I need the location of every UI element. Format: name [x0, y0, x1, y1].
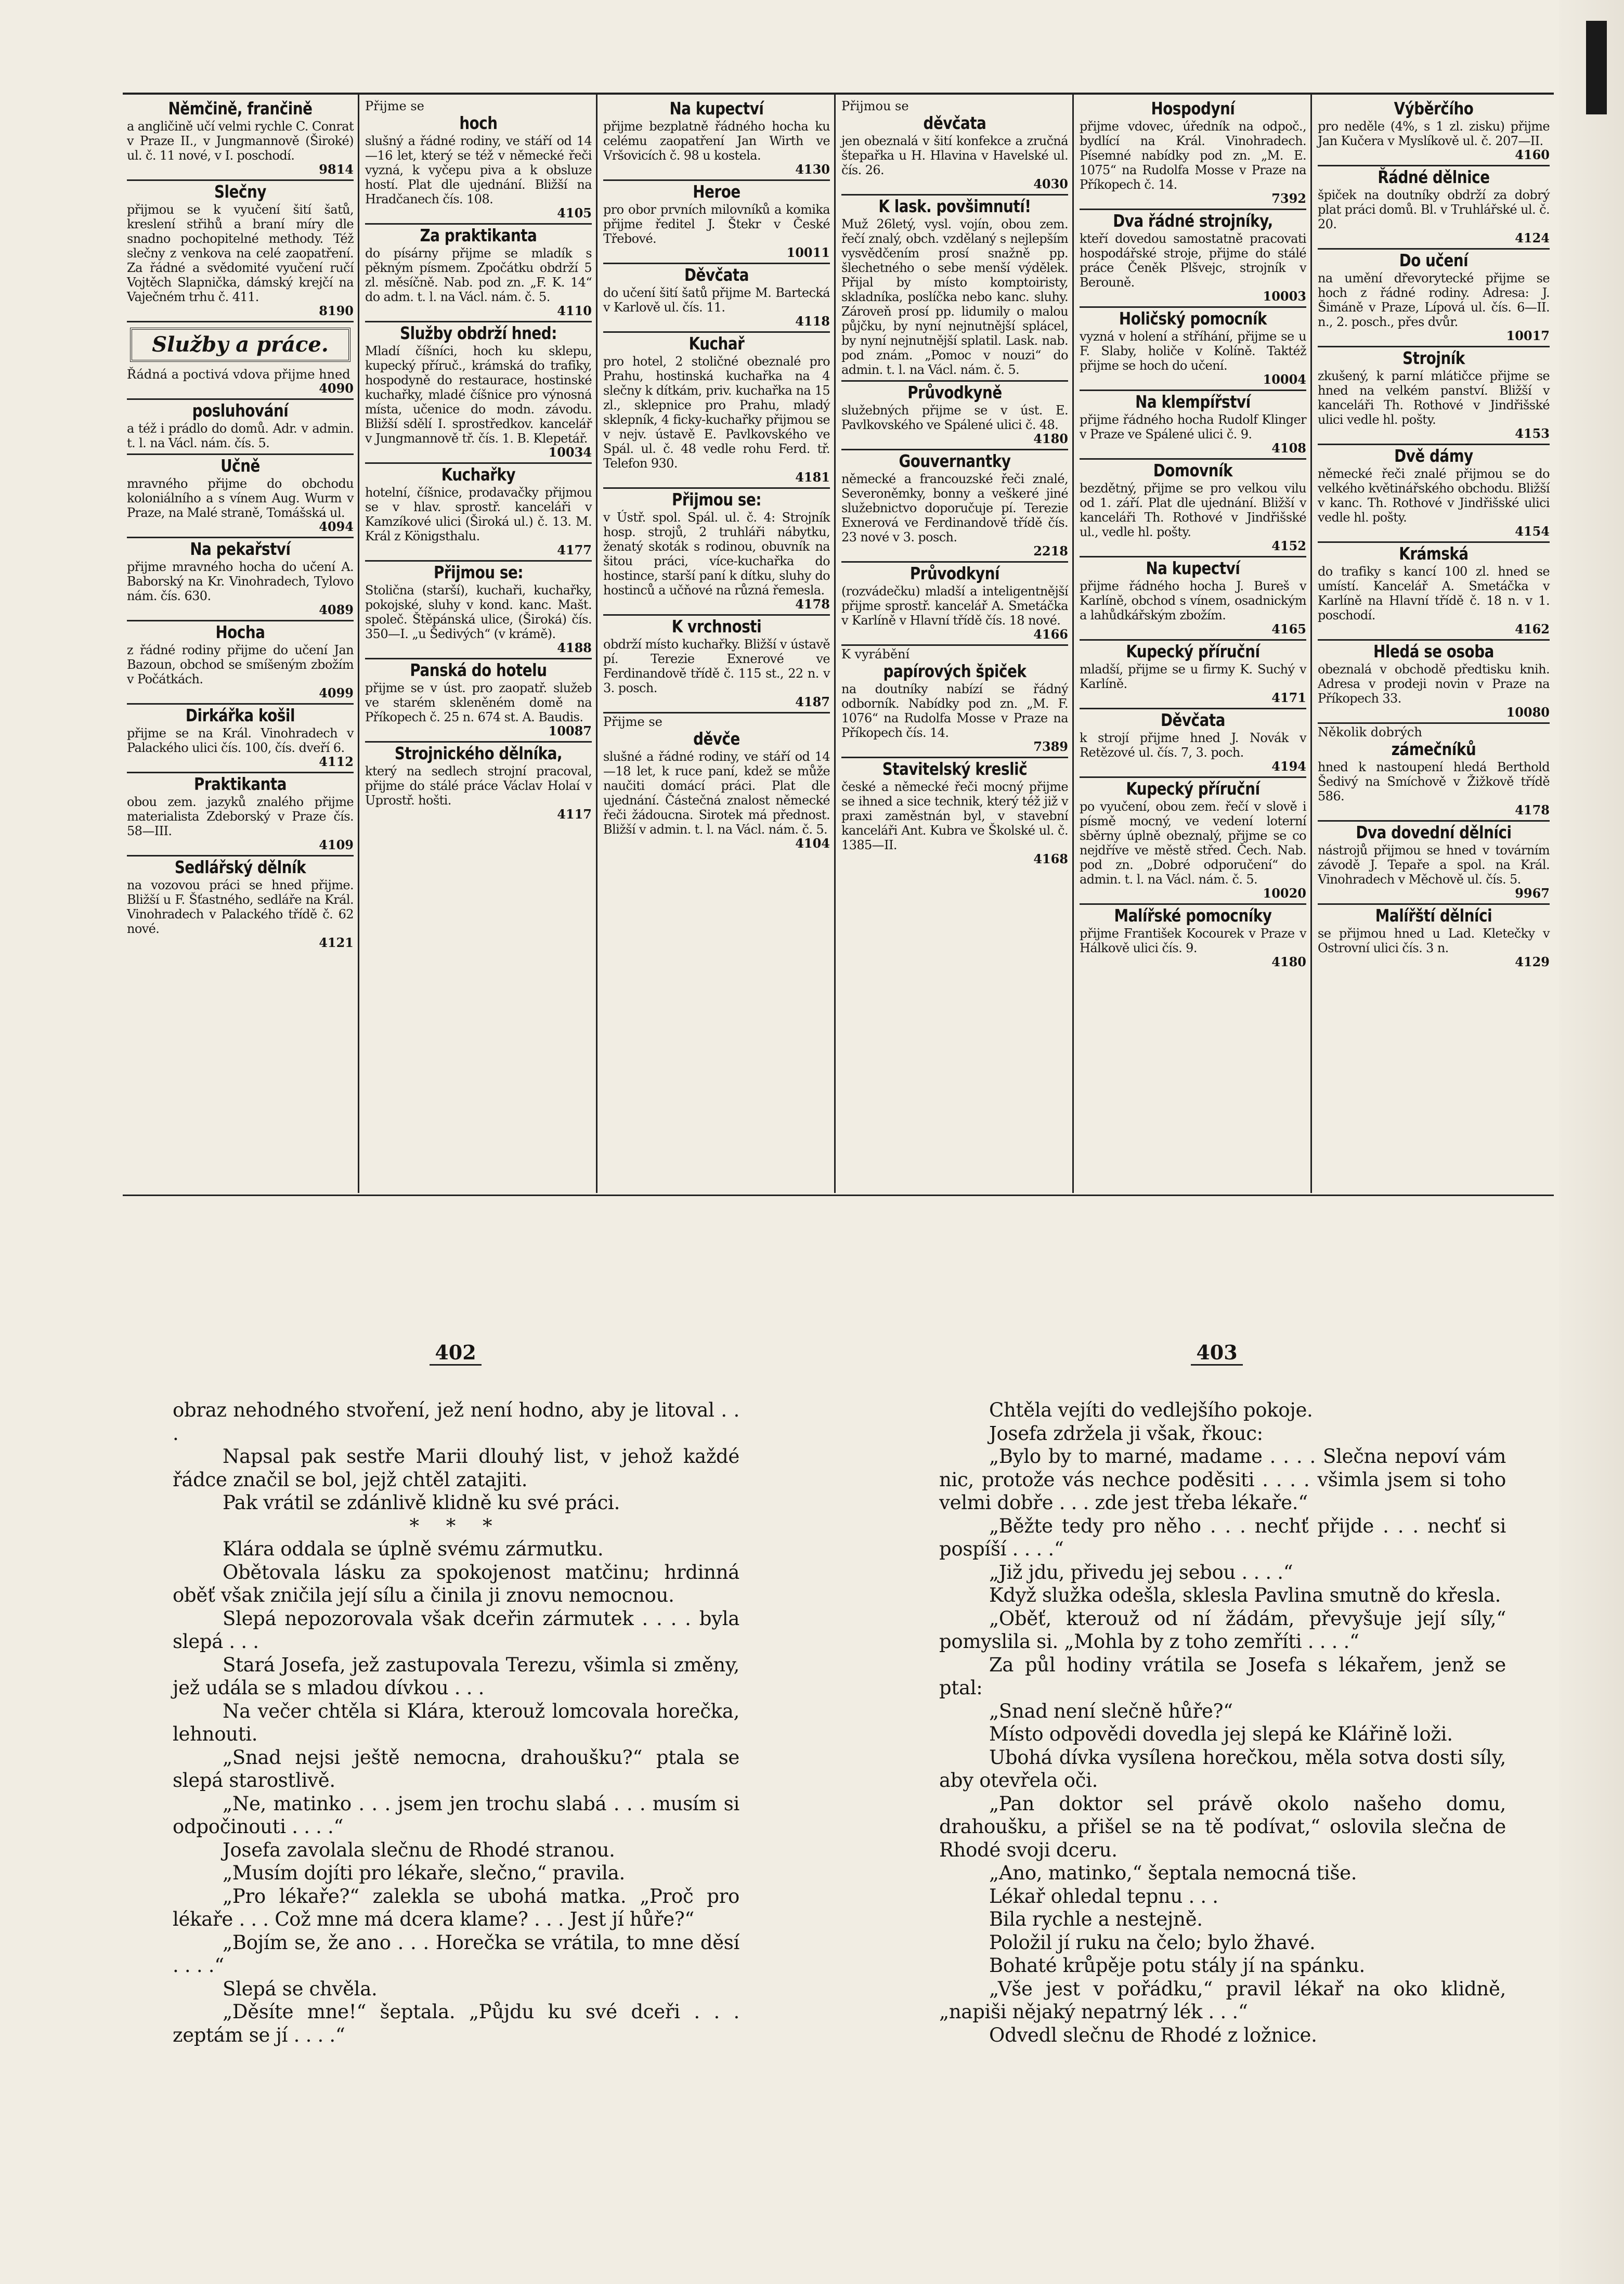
ad-title: Kupecký příruční [1126, 641, 1260, 661]
classified-ad [127, 366, 354, 400]
ad-title: posluhování [192, 400, 289, 421]
story-paragraph: „Oběť, kterouž od ní žádám, převyšuje její síly,“ pomyslila si. „Mohla by z toho zemříti . . . .“ [939, 1607, 1506, 1653]
classified-ad [1318, 250, 1550, 347]
ad-number: 4178 [795, 596, 830, 612]
ad-title: Na pekařství [190, 539, 291, 559]
ad-body: hotelní, číšnice, prodavačky přijmou se v hlav. sprostř. kanceláři v Kamzíkové ulici (Široká ul.) č. 13. M. Král z Königsthalu. [365, 485, 592, 543]
ad-number: 4154 [1515, 524, 1550, 539]
page-edge [1559, 0, 1624, 2284]
classified-ad [1318, 445, 1550, 543]
ad-lead: K vyrábění [841, 647, 910, 661]
story-paragraph: Slepá nepozorovala však dceřin zármutek . . . . byla slepá . . . [173, 1607, 739, 1653]
classified-ad [127, 621, 354, 705]
ad-title: Děvčata [684, 265, 749, 285]
ad-title: Slečny [214, 181, 266, 202]
ad-body: k strojí přijme hned J. Novák v Retězové ul. čís. 7, 3. poch. [1080, 731, 1306, 760]
classified-ad [841, 196, 1068, 382]
story-paragraph: Za půl hodiny vrátila se Josefa s lékařem, jenž se ptal: [939, 1653, 1506, 1699]
ad-body: zkušený, k parní mlátičce přijme se hned na velkém panství. Bližší v kanceláři Th. Rothové v Jindřišské ulici vedle hl. pošty. [1318, 369, 1550, 427]
story-paragraph: „Ne, matinko . . . jsem jen trochu slabá . . . musím si odpočinouti . . . .“ [173, 1792, 739, 1838]
ad-title: Strojnického dělníka, [394, 743, 563, 763]
ad-title: Řádné dělnice [1378, 167, 1490, 187]
classified-ad [603, 181, 830, 264]
ad-body: obou zem. jazyků znalého přijme materialista Zdeborský v Praze čís. 58—III. [127, 795, 354, 838]
story-paragraph: „Snad nejsi ještě nemocna, drahoušku?“ ptala se slepá starostlivě. [173, 1746, 739, 1792]
story-paragraph: Chtěla vejíti do vedlejšího pokoje. [989, 1399, 1313, 1421]
classified-ad [127, 538, 354, 621]
ad-body: pro hotel, 2 stoličné obeznalé pro Prahu, hostinská kuchařka na 4 slečny k dítkám, priv. kuchařka na 15 zl., sklepnice pro Prahu, mladý sklepník, 4 ficky-kuchařky přijmou se v nejv. ústavě E. Pavlkovského ve Spál. ul. č. 48 vedle rohu Ferd. tř. Telefon 930. [603, 354, 830, 471]
ad-body: přijme řádného hocha Rudolf Klinger v Praze ve Spálené ulici č. 9. [1080, 412, 1306, 442]
ad-body: na vozovou práci se hned přijme. Bližší u F. Šťastného, sedláře na Král. Vinohradech v Palackého třídě č. 62 nové. [127, 878, 354, 936]
ads-column-3 [599, 95, 836, 1193]
ad-title: Dvě dámy [1394, 446, 1473, 466]
ad-title: Hledá se osoba [1373, 641, 1494, 661]
ad-number: 4108 [1271, 440, 1306, 456]
story-paragraph: „Ano, matinko,“ šeptala nemocná tiše. [989, 1862, 1357, 1884]
ad-body: do učení šití šatů přijme M. Bartecká v Karlově ul. čís. 11. [603, 286, 830, 315]
story-paragraph: Napsal pak sestře Marii dlouhý list, v jehož každé řádce značil se bol, jejž chtěl zatajiti. [173, 1445, 739, 1491]
story-paragraph: Pak vrátil se zdánlivě klidně ku své práci. [223, 1491, 620, 1514]
ad-body: Mladí číšníci, hoch ku sklepu, kupecký příruč., krámská do trafiky, hospodyně do restaurace, hostinské kuchařky, mladé číšnice pro výnosná místa, učenice do modn. závodu. Bližší sdělí I. sprostředkov. kancelář v Jungmannově tř. čís. 1. B. Klepetář. [365, 344, 592, 446]
classified-ad [127, 98, 354, 181]
ad-body: německé a francouzské řeči znalé, Severoněmky, bonny a veškeré jiné služebnictvo doporučuje pí. Terezie Exnerová ve Ferdinandově třídě čís. 23 nové v 3. posch. [841, 472, 1068, 544]
ad-body: kteří dovedou samostatně pracovati hospodářské stroje, přijme do stálé práce Čeněk Plšvejc, strojník v Berouně. [1080, 231, 1306, 290]
section-separator: * * * [409, 1514, 503, 1537]
edge-mark [1586, 21, 1607, 114]
ad-title: Strojník [1402, 348, 1465, 368]
classified-ad [1080, 905, 1306, 972]
ad-body: mladší, přijme se u firmy K. Suchý v Karlíně. [1080, 662, 1306, 691]
story-paragraph: „Bylo by to marné, madame . . . . Slečna nepoví vám nic, protože vás nechce poděsiti . . . . všimla jsem si toho velmi dobře . . . zde jest třeba lékaře.“ [939, 1445, 1506, 1514]
ads-column-6 [1314, 95, 1554, 1193]
ad-number: 4181 [795, 470, 830, 485]
ad-title: Dva dovední dělníci [1356, 822, 1512, 842]
ad-number: 4160 [1515, 147, 1550, 162]
ad-number: 4089 [319, 602, 354, 617]
ad-body: pro obor prvních milovníků a komika přijme ředitel J. Štekr v České Třebové. [603, 202, 830, 246]
classified-ad [841, 450, 1068, 563]
ad-title: K vrchnosti [671, 616, 762, 637]
story-paragraph: „Bojím se, že ano . . . Horečka se vrátila, to mne děsí . . . .“ [173, 1931, 739, 1977]
ad-number: 4117 [557, 807, 592, 822]
ad-number: 4124 [1515, 230, 1550, 245]
classified-ad [1318, 166, 1550, 250]
story-paragraph: obraz nehodného stvoření, jež není hodno, aby je litoval . . . [173, 1399, 739, 1445]
story-paragraph: „Děsíte mne!“ šeptala. „Půjdu ku své dceři . . . zeptám se jí . . . .“ [173, 2001, 739, 2046]
ad-body: přijme se na Král. Vinohradech v Palackého ulici čís. 100, čís. dveří 6. [127, 726, 354, 755]
ad-title: Průvodkyní [910, 563, 1000, 583]
ad-number: 4180 [1033, 431, 1068, 446]
ad-number: 10003 [1263, 289, 1306, 304]
classified-ad [1080, 641, 1306, 709]
classified-ad [1318, 905, 1550, 972]
ad-title: hoch [459, 113, 498, 133]
ad-title: Přijmou se: [671, 489, 762, 510]
ad-number: 4162 [1515, 621, 1550, 637]
classified-ad [1080, 778, 1306, 905]
ad-lead: Několik dobrých [1318, 725, 1422, 739]
ad-body: vyzná v holení a stříhání, přijme se u F. Slaby, holiče v Kolíně. Taktéž přijme se hoch do učení. [1080, 329, 1306, 373]
ad-body: na doutníky nabízí se řádný odborník. Nabídky pod zn. „M. F. 1076“ na Rudolfa Mosse v Praze na Příkopech čís. 14. [841, 682, 1068, 740]
ads-column-4 [837, 95, 1074, 1193]
ad-number: 4109 [319, 837, 354, 852]
ad-title: Domovník [1153, 460, 1233, 481]
ad-title: Služby obdrží hned: [400, 323, 557, 343]
ad-body: jen obeznalá v šití konfekce a zručná štepařka u H. Hlavina v Havelské ul. čís. 26. [841, 134, 1068, 177]
ad-body: hned k nastoupení hledá Berthold Šedivý na Smíchově v Žižkově třídě 586. [1318, 760, 1550, 803]
ad-body: přijme mravného hocha do učení A. Baborský na Kr. Vinohradech, Tylovo nám. čís. 630. [127, 560, 354, 603]
classified-ad [127, 705, 354, 773]
story-paragraph: Položil jí ruku na čelo; bylo žhavé. [989, 1931, 1316, 1954]
story-paragraph: Na večer chtěla si Klára, kterouž lomcovala horečka, lehnouti. [173, 1699, 739, 1745]
ad-number: 4177 [557, 542, 592, 557]
ad-body: (rozvádečku) mladší a inteligentnější přijme sprostř. kancelář A. Smetáčka v Karlíně v Hlavní třídě čís. 18 nové. [841, 584, 1068, 628]
classified-ad [1318, 543, 1550, 641]
classified-ad [1080, 460, 1306, 557]
classified-ad [127, 400, 354, 455]
ad-lead: Přijme se [365, 99, 424, 113]
ad-number: 10034 [548, 445, 592, 460]
ad-body: přijmou se k vyučení šití šatů, kreslení střihů a braní míry dle snadno pochopitelné methody. Též slečny z venkova na celé zaopatření. Za řádné a svědomité vyučení ručí Vojtěch Slapnička, dámský krejčí na Vaječném trhu č. 411. [127, 202, 354, 304]
ad-title: Děvčata [1160, 710, 1226, 730]
ad-body: Muž 26letý, vysl. vojín, obou zem. řečí znalý, obch. vzdělaný s nejlepším vysvědčením prosí snažně pp. šlechetného o sebe menší výdělek. Přijal by místo komptoiristy, skladníka, poslíčka nebo kanc. sluhy. Zároveň prosí pp. lidumily o malou půjčku, by nyní nejnutnější splácel, by nyní nejnutnější splatil. Lask. nab. pod znám. „Pomoc v nouzi“ do admin. t. l. na Václ. nám. č. 5. [841, 217, 1068, 377]
ad-number: 4090 [319, 381, 354, 396]
ad-number: 4165 [1271, 621, 1306, 637]
classified-ad [841, 382, 1068, 450]
ad-title: Stavitelský kreslič [882, 759, 1028, 779]
page-number-left: 402 [404, 1341, 508, 1364]
classified-ad [127, 455, 354, 538]
ad-body: špiček na doutníky obdrží za dobrý plat práci domů. Bl. v Truhlářské ul. č. 20. [1318, 188, 1550, 231]
ad-body: přijme František Kocourek v Praze v Hálkově ulici čís. 9. [1080, 926, 1306, 955]
ad-title: Hospodyní [1151, 98, 1235, 119]
ad-body: a angličině učí velmi rychle C. Conrat v Praze II., v Jungmannově (Široké) ul. č. 11 nové, v I. poschodí. [127, 119, 354, 163]
ad-title: Kuchařky [441, 464, 516, 485]
story-paragraph: Místo odpovědi dovedla jej slepá ke Klářině loži. [989, 1723, 1453, 1745]
classified-ad [365, 98, 592, 225]
classified-ad [365, 322, 592, 464]
ad-number: 4180 [1271, 954, 1306, 969]
ad-body: se přijmou hned u Lad. Kletečky v Ostrovní ulici čís. 3 n. [1318, 926, 1550, 955]
ad-body: z řádné rodiny přijme do učení Jan Bazoun, obchod se smíšeným zbožím v Počátkách. [127, 643, 354, 686]
ad-title: Učně [220, 456, 260, 476]
ad-number: 4030 [1033, 176, 1068, 191]
ad-body: v Ústř. spol. Spál. ul. č. 4: Strojník hosp. strojů, 2 truhláři nábytku, ženatý skoták s rodinou, obuvník na šitou práci, více-kuchařka do hostince, starší paní k dítku, sluhy do hostinců a učňové na různá řemesla. [603, 510, 830, 598]
ad-body: nástrojů přijmou se hned v továrním závodě J. Tepaře a spol. na Král. Vinohradech v Měchově ul. čís. 5. [1318, 843, 1550, 887]
ad-number: 4105 [557, 205, 592, 220]
ad-number: 7392 [1271, 191, 1306, 206]
ad-title: děvče [693, 729, 740, 749]
story-paragraph: Slepá se chvěla. [223, 1977, 378, 2000]
ad-number: 4152 [1271, 538, 1306, 553]
story-paragraph: Ubohá dívka vysílena horečkou, měla sotva dosti síly, aby otevřela oči. [939, 1746, 1506, 1792]
ad-number: 4118 [795, 314, 830, 329]
ad-number: 7389 [1033, 739, 1068, 754]
ad-title: Heroe [693, 181, 740, 202]
story-paragraph: Bohaté krůpěje potu stály jí na spánku. [989, 1954, 1365, 1977]
section-heading: Služby a práce. [130, 328, 350, 362]
classified-ad [1318, 724, 1550, 822]
classified-ad [603, 489, 830, 616]
ad-body: pro neděle (4%, s 1 zl. zisku) přijme Jan Kučera v Myslíkově ul. č. 207—II. [1318, 119, 1550, 148]
ad-number: 10080 [1506, 705, 1550, 720]
classified-ad [127, 773, 354, 856]
classified-ad [603, 98, 830, 181]
ad-title: Kuchař [688, 333, 745, 354]
story-paragraph: „Snad není slečně hůře?“ [989, 1699, 1233, 1722]
classified-ad [1318, 347, 1550, 445]
story-text-right [939, 1399, 1506, 2047]
ad-body: přijme bezplatně řádného hocha ku celému zaopatření Jan Wirth ve Vršovicích č. 98 u kostela. [603, 119, 830, 163]
ad-number: 2218 [1033, 543, 1068, 559]
ad-title: Panská do hotelu [410, 660, 547, 680]
ad-body: slušné a řádné rodiny, ve stáří od 14—18 let, k ruce paní, kdež se může naučiti domácí práci. Plat dle ujednání. Částečná znalost německé řeči žádoucna. Sirotek má přednost. Bližší v admin. t. l. na Václ. nám. č. 5. [603, 749, 830, 837]
classified-ad [1080, 98, 1306, 210]
story-text-left [173, 1399, 739, 2047]
ad-number: 4112 [319, 754, 354, 769]
classified-ad [365, 659, 592, 743]
ad-title: Sedlářský dělník [174, 857, 306, 877]
story-paragraph: Klára oddala se úplně svému zármutku. [223, 1538, 604, 1560]
story-paragraph: „Pro lékaře?“ zalekla se ubohá matka. „Proč pro lékaře . . . Což mne má dcera klame? . . . Jest jí hůře?“ [173, 1885, 739, 1930]
ad-title: Malířské pomocníky [1114, 905, 1272, 926]
ad-body: který na sedlech strojní pracoval, přijme do stálé práce Václav Holaí v Uprostř. hošti. [365, 764, 592, 808]
ad-title: Gouvernantky [899, 451, 1011, 471]
ad-number: 4194 [1271, 759, 1306, 774]
ad-title: K lask. povšimnutí! [878, 196, 1031, 216]
ads-column-5 [1075, 95, 1312, 1193]
ads-column-2 [361, 95, 597, 1193]
ad-body: Stolična (starší), kuchaři, kuchařky, pokojské, sluhy v kond. kanc. Mašt. společ. Štěpánská ulice, (Široká) čís. 350—I. „u Šedivých“ (v krámě). [365, 583, 592, 641]
classified-ad [365, 562, 592, 659]
ad-number: 10004 [1263, 372, 1306, 387]
ad-title: Malířští dělníci [1375, 905, 1492, 926]
story-paragraph: Když služka odešla, sklesla Pavlina smutně do křesla. [989, 1584, 1501, 1606]
classified-ad [127, 856, 354, 953]
ad-body: služebných přijme se v úst. E. Pavlkovského ve Spálené ulici č. 48. [841, 403, 1068, 432]
classified-ad [127, 181, 354, 322]
ad-number: 4188 [557, 640, 592, 655]
story-paragraph: „Již jdu, přivedu jej sebou . . . .“ [989, 1561, 1293, 1584]
ad-number: 4178 [1515, 802, 1550, 817]
ad-title: Za praktikanta [420, 225, 537, 245]
classified-ad [603, 616, 830, 713]
story-paragraph: Lékař ohledal tepnu . . . [989, 1885, 1218, 1907]
ad-body: české a německé řeči mocný přijme se ihned a sice technik, který též již v praxi zaměstnán byl, v stavební kanceláři Ant. Kubra ve Školské ul. č. 1385—II. [841, 780, 1068, 852]
ad-lead: Přijmou se [841, 99, 909, 113]
classified-ad [1318, 641, 1550, 724]
ad-title: Holičský pomocník [1119, 308, 1267, 329]
ad-body: německé řeči znalé přijmou se do velkého květinářského obchodu. Bližší v kanc. Th. Rothové v Jindřišské ulici vedle hl. pošty. [1318, 466, 1550, 525]
story-paragraph: Josefa zavolala slečnu de Rhodé stranou. [223, 1838, 615, 1861]
story-paragraph: Obětovala lásku za spokojenost matčinu; hrdinná oběť však zničila její sílu a činila ji znovu nemocnou. [173, 1561, 739, 1606]
ad-number: 4187 [795, 694, 830, 709]
ad-body: do písárny přijme se mladík s pěkným písmem. Zpočátku obdrží 5 zl. měsíčně. Nab. pod zn. „F. K. 14“ do adm. t. l. na Václ. nám. č. 5. [365, 246, 592, 304]
story-paragraph: Odvedl slečnu de Rhodé z ložnice. [989, 2023, 1317, 2046]
ad-number: 4094 [319, 519, 354, 534]
ad-title: Na klempířství [1135, 392, 1251, 412]
ad-number: 10020 [1263, 886, 1306, 901]
ad-title: zámečníků [1391, 739, 1476, 759]
classified-ads-block [123, 93, 1554, 1196]
ad-title: Průvodkyně [907, 382, 1002, 403]
story-paragraph: Bila rychle a nestejně. [989, 1908, 1203, 1930]
ad-number: 4171 [1271, 690, 1306, 705]
ad-number: 4130 [795, 162, 830, 177]
classified-ad [365, 225, 592, 322]
ad-body: slušný a řádné rodiny, ve stáří od 14—16 let, který se též v německé řeči vyzná, k vyčepu piva a k obsluze hostí. Plat dle ujednání. Bližší na Hradčanech čís. 108. [365, 134, 592, 206]
classified-ad [1318, 98, 1550, 166]
classified-ad [841, 563, 1068, 646]
classified-ad [1318, 822, 1550, 905]
ad-number: 10087 [548, 723, 592, 738]
ad-title: papírových špiček [883, 661, 1027, 681]
classified-ad [365, 743, 592, 824]
ad-number: 9814 [319, 162, 354, 177]
page-number-right: 403 [1165, 1341, 1269, 1364]
ad-body: na umění dřevorytecké přijme se hoch z řádné rodiny. Adresa: J. Šimáně v Praze, Lípová ul. čís. 6—II. n., 2. posch., přes dvůr. [1318, 271, 1550, 329]
ad-body: do trafiky s kancí 100 zl. hned se umístí. Kancelář A. Smetáčka v Karlíně na Hlavní třídě č. 18 n. v 1. poschodí. [1318, 564, 1550, 622]
story-paragraph: „Musím dojíti pro lékaře, slečno,“ pravila. [223, 1862, 625, 1884]
story-paragraph: „Vše jest v pořádku,“ pravil lékař na oko klidně, „napiši nějaký nepatrný lék . . .“ [939, 1977, 1506, 2023]
ad-title: Němčině, frančině [168, 98, 313, 119]
classified-ad [603, 713, 830, 853]
classified-ad [1080, 308, 1306, 391]
ad-number: 4168 [1033, 851, 1068, 866]
ad-number: 8190 [319, 303, 354, 318]
classified-ad [1080, 391, 1306, 460]
ad-title: Hocha [215, 622, 265, 642]
ad-title: Krámská [1399, 543, 1469, 564]
ad-title: Na kupectví [669, 98, 764, 119]
classified-ad [841, 646, 1068, 758]
ad-body: obeznalá v obchodě předtisku knih. Adresa v prodeji novin v Praze na Příkopech 33. [1318, 662, 1550, 706]
classified-ad [365, 464, 592, 562]
ad-title: Výběrčího [1394, 98, 1474, 119]
ad-number: 10017 [1506, 328, 1550, 343]
ad-number: 4129 [1515, 954, 1550, 969]
classified-ad [603, 333, 830, 489]
ads-column-1 [123, 95, 359, 1193]
ad-body: přijme vdovec, úředník na odpoč., bydlící na Král. Vinohradech. Písemné nabídky pod zn. „M. E. 1075“ na Rudolfa Mosse v Praze na Příkopech č. 14. [1080, 119, 1306, 192]
ad-title: Kupecký příruční [1126, 778, 1260, 799]
classified-ad [1080, 210, 1306, 308]
classified-ad [841, 98, 1068, 196]
ad-number: 4099 [319, 685, 354, 700]
ad-body: obdrží místo kuchařky. Bližší v ústavě pí. Terezie Exnerové ve Ferdinandově třídě č. 115 st., 22 n. v 3. posch. [603, 637, 830, 695]
ad-body: přijme řádného hocha J. Bureš v Karlíně, obchod s vínem, osadnickým a lahůdkářským zbožím. [1080, 579, 1306, 622]
classified-ad [1080, 709, 1306, 778]
story-paragraph: „Pan doktor sel právě okolo našeho domu, drahoušku, a přišel se na tě podívat,“ oslovila slečna de Rhodé svoji dceru. [939, 1792, 1506, 1861]
ad-number: 4110 [557, 303, 592, 318]
ad-number: 4121 [319, 935, 354, 950]
story-paragraph: Josefa zdržela ji však, řkouc: [989, 1422, 1263, 1445]
ad-number: 9967 [1515, 886, 1550, 901]
ad-lead: Řádná a poctivá vdova přijme hned [127, 367, 350, 382]
ad-body: mravného přijme do obchodu koloniálního a s vínem Aug. Wurm v Praze, na Malé straně, Tomášská ul. [127, 476, 354, 520]
ad-number: 4153 [1515, 426, 1550, 441]
ad-title: Přijmou se: [433, 562, 524, 582]
ad-title: Praktikanta [193, 774, 287, 794]
ad-body: bezdětný, přijme se pro velkou vilu od 1. září. Plat dle ujednání. Bližší v kanceláři Th. Rothové v Jindřišské ul., vedle hl. pošty. [1080, 481, 1306, 539]
ad-title: Dva řádné strojníky, [1113, 211, 1273, 231]
story-paragraph: „Běžte tedy pro něho . . . nechť přijde . . . nechť si pospíší . . . .“ [939, 1514, 1506, 1560]
ad-title: Na kupectví [1146, 558, 1240, 578]
classified-ad [603, 264, 830, 333]
ad-title: Do učení [1399, 250, 1469, 270]
ad-title: děvčata [923, 113, 986, 133]
ad-number: 4104 [795, 836, 830, 851]
ad-body: a též i prádlo do domů. Adr. v admin. t. l. na Václ. nám. čís. 5. [127, 421, 354, 450]
ad-body: přijme se v úst. pro zaopatř. služeb ve starém skleněném domě na Příkopech č. 25 n. 674 st. A. Baudis. [365, 681, 592, 724]
ad-number: 4166 [1033, 627, 1068, 642]
story-paragraph: Stará Josefa, jež zastupovala Terezu, všimla si změny, jež udála se s mladou dívkou . . . [173, 1653, 739, 1699]
ad-number: 10011 [786, 245, 830, 260]
classified-ad [841, 758, 1068, 869]
ad-title: Dirkářka košil [185, 705, 295, 725]
classified-ad [1080, 557, 1306, 641]
ad-body: po vyučení, obou zem. řečí v slově i písmě mocný, ve vedení loterní sběrny úplně obeznalý, přijme se co nejdříve ve městě střed. Čech. Nab. pod zn. „Dobré odporučení“ do admin. t. l. na Václ. nám. č. 5. [1080, 799, 1306, 887]
ad-lead: Přijme se [603, 715, 662, 729]
